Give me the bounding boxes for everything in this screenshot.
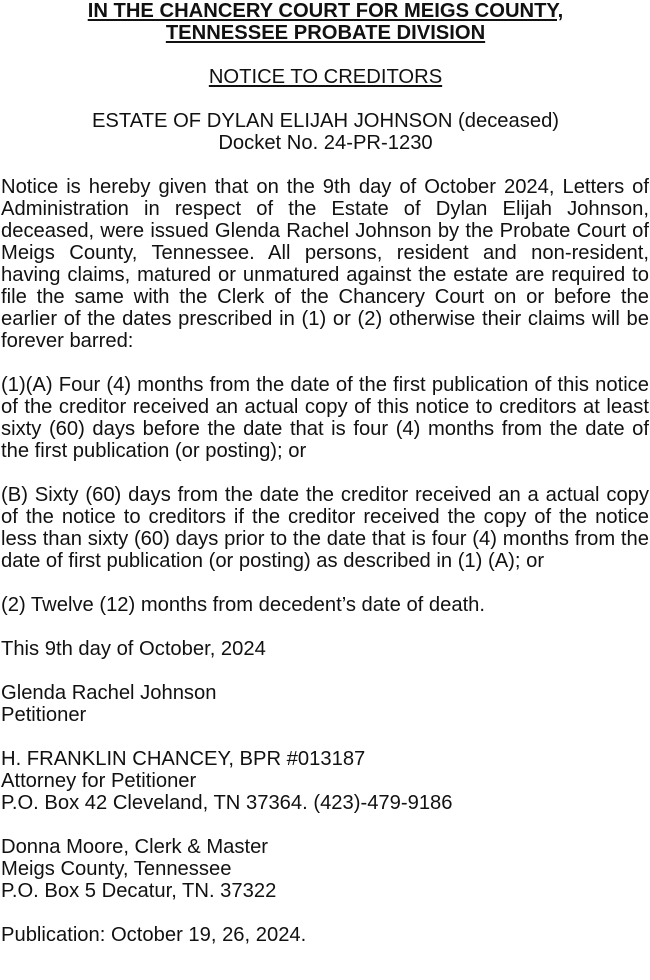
docket-number: Docket No. 24-PR-1230: [218, 132, 433, 154]
clerk-address: P.O. Box 5 Decatur, TN. 37322: [1, 880, 277, 902]
clause-b-paragraph: (B) Sixty (60) days from the date the creditor received an a actual copy of the notice to creditors if the creditor received the copy of the notice less than sixty (60) days prior to the date that is four (4) months from the date of first publication (or posting) as described in (1) (A); or: [1, 484, 649, 572]
attorney-block: [1, 748, 650, 814]
court-heading-line-1: IN THE CHANCERY COURT FOR MEIGS COUNTY,: [87, 0, 564, 22]
estate-name: ESTATE OF DYLAN ELIJAH JOHNSON (deceased): [91, 110, 560, 132]
attorney-name: H. FRANKLIN CHANCEY, BPR #013187: [1, 748, 366, 770]
petitioner-role: Petitioner: [1, 704, 87, 726]
petitioner-name: Glenda Rachel Johnson: [1, 682, 217, 704]
estate-caption: [1, 110, 650, 154]
attorney-role: Attorney for Petitioner: [1, 770, 197, 792]
court-heading-line-2: TENNESSEE PROBATE DIVISION: [165, 22, 486, 44]
petitioner-signature-block: [1, 682, 650, 726]
clerk-name: Donna Moore, Clerk & Master: [1, 836, 269, 858]
dated-line: This 9th day of October, 2024: [1, 638, 266, 660]
clerk-block: [1, 836, 650, 902]
clause-1a-paragraph: (1)(A) Four (4) months from the date of the first publication of this notice of the creditor received an actual copy of this notice to creditors at least sixty (60) days before the date that is four (4) months from the date of the first publication (or posting); or: [1, 374, 649, 462]
attorney-address: P.O. Box 42 Cleveland, TN 37364. (423)-479-9186: [1, 792, 453, 814]
notice-title: NOTICE TO CREDITORS: [208, 66, 443, 88]
publication-dates: Publication: October 19, 26, 2024.: [1, 924, 307, 946]
clerk-county: Meigs County, Tennessee: [1, 858, 232, 880]
court-heading: [1, 0, 650, 44]
intro-paragraph: Notice is hereby given that on the 9th day of October 2024, Letters of Administration in respect of the Estate of Dylan Elijah Johnson, deceased, were issued Glenda Rachel Johnson by the Probate Court of Meigs County, Tennessee. All persons, resident and non-resident, having claims, matured or unmatured against the estate are required to file the same with the Clerk of the Chancery Court on or before the earlier of the dates prescribed in (1) or (2) otherwise their claims will be forever barred:: [1, 176, 649, 352]
clause-2-paragraph: (2) Twelve (12) months from decedent’s date of death.: [1, 594, 486, 616]
